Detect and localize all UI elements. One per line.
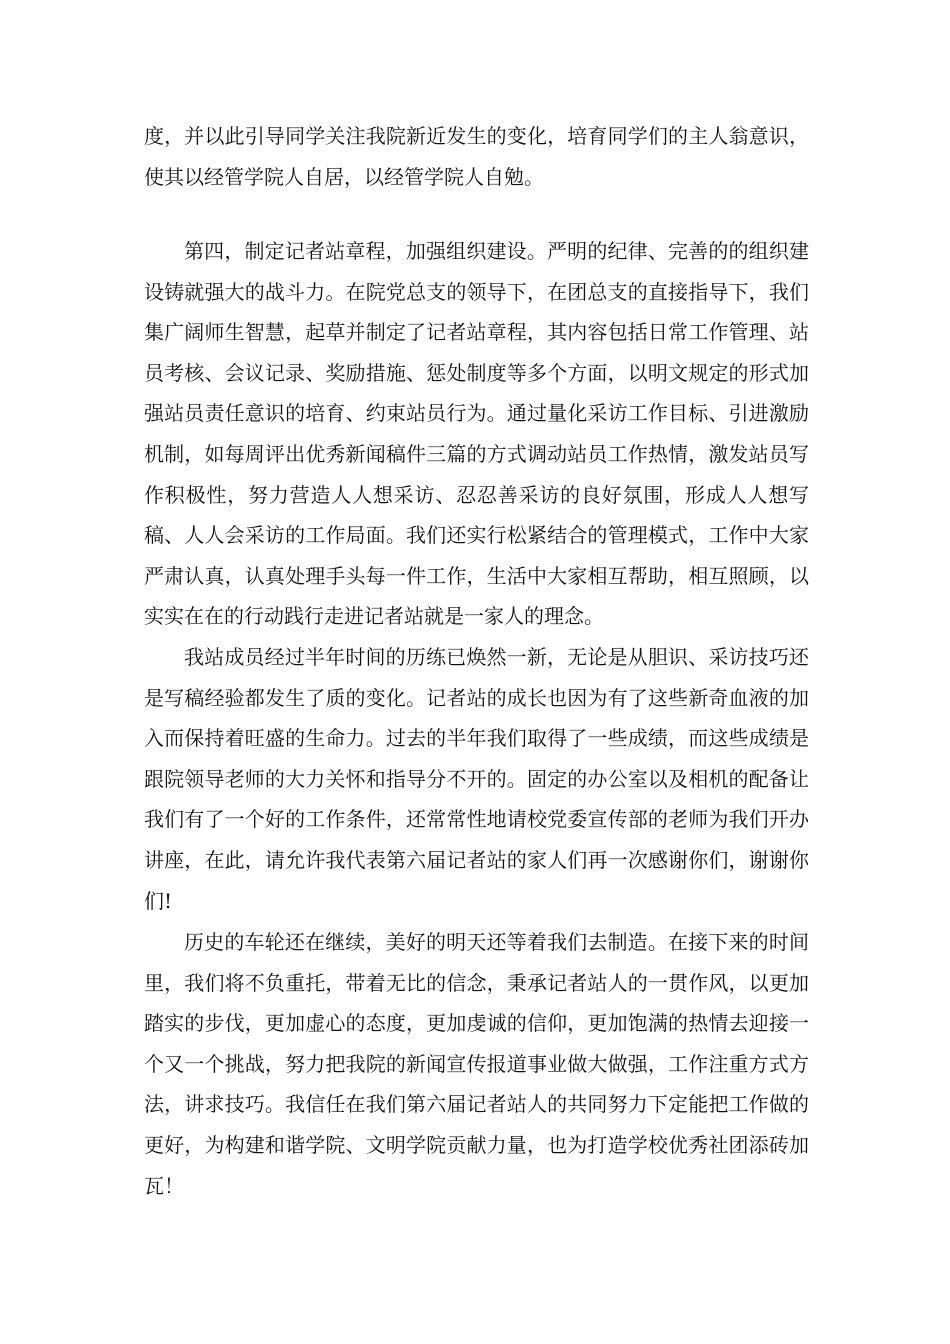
paragraph-achievements: 我站成员经过半年时间的历练已焕然一新，无论是从胆识、采访技巧还是写稿经验都发生了质的变化。记者站的成长也因为有了这些新奇血液的加入而保持着旺盛的生命力。过去的半年我们取得了一些成绩，而这些成绩是跟院领导老师的大力关怀和指导分不开的。固定的办公室以及相机的配备让我们有了一个好的工作条件，还常常性地请校党委宣传部的老师为我们开办讲座，在此，请允许我代表第六届记者站的家人们再一次感谢你们，谢谢你们!	[144, 645, 809, 913]
paragraph-fourth-point: 第四，制定记者站章程，加强组织建设。严明的纪律、完善的的组织建设铸就强大的战斗力。在院党总支的领导下，在团总支的直接指导下，我们集广阔师生智慧，起草并制定了记者站章程，其内容包括日常工作管理、站员考核、会议记录、奖励措施、惩处制度等多个方面，以明文规定的形式加强站员责任意识的培育、约束站员行为。通过量化采访工作目标、引进激励机制，如每周评出优秀新闻稿件三篇的方式调动站员工作热情，激发站员写作积极性，努力营造人人想采访、忍忍善采访的良好氛围，形成人人想写稿、人人会采访的工作局面。我们还实行松紧结合的管理模式，工作中大家严肃认真，认真处理手头每一件工作，生活中大家相互帮助，相互照顾，以实实在在的行动践行走进记者站就是一家人的理念。	[144, 239, 809, 629]
paragraph-continuation: 度，并以此引导同学关注我院新近发生的变化，培育同学们的主人翁意识，使其以经管学院人自居，以经管学院人自勉。	[144, 124, 809, 189]
paragraph-outlook: 历史的车轮还在继续，美好的明天还等着我们去制造。在接下来的时间里，我们将不负重托，带着无比的信念，秉承记者站人的一贯作风，以更加踏实的步伐，更加虚心的态度，更加虔诚的信仰，更加饱满的热情去迎接一个又一个挑战，努力把我院的新闻宣传报道事业做大做强，工作注重方式方法，讲求技巧。我信任在我们第六届记者站人的共同努力下定能把工作做的更好，为构建和谐学院、文明学院贡献力量，也为打造学校优秀社团添砖加瓦！	[144, 930, 809, 1198]
